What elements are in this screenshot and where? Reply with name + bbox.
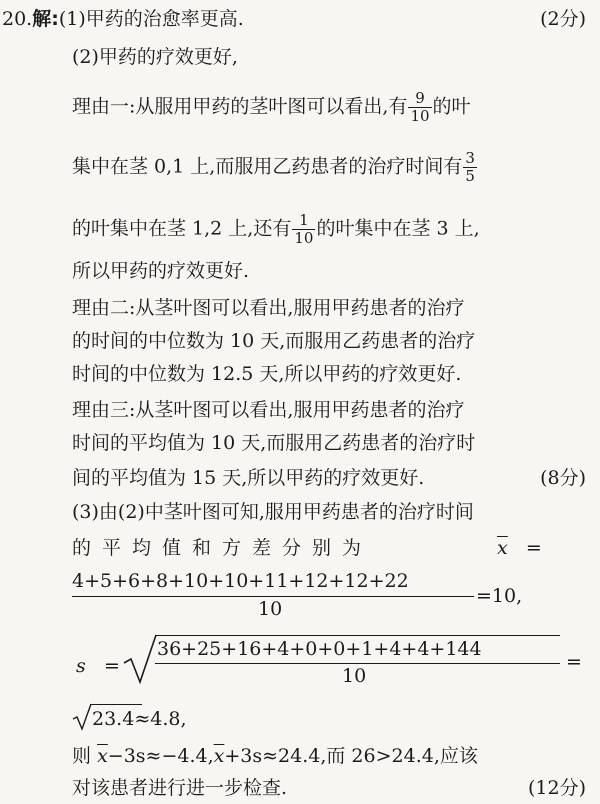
var-equals: = <box>566 651 582 673</box>
sqrt-overline-large <box>155 635 560 636</box>
conclusion-line1 <box>72 744 478 768</box>
question-number: 20. <box>2 8 33 30</box>
score-part1: (2分) <box>540 8 586 30</box>
xbar-symbol-2: $\overline{x}$ <box>97 745 108 767</box>
variance-denominator: 10 <box>342 665 367 687</box>
reason1-line2 <box>72 150 478 185</box>
sqrt-value: 23.4 <box>92 708 135 730</box>
part3-text-b: 的平均值和方差分别为 <box>72 537 373 559</box>
mean-symbol <box>497 536 542 560</box>
equals-sign: = <box>525 537 542 559</box>
sqrt-approx: ≈4.8, <box>134 708 187 730</box>
s-equals: = <box>104 655 120 677</box>
reason1-line4: 所以甲药的疗效更好. <box>72 260 250 282</box>
reason1-line1 <box>72 90 471 125</box>
conclusion-line2: 对该患者进行进一步检查. <box>72 777 288 799</box>
conclusion-upper: +3s≈24.4,而 26>24.4,应该 <box>224 745 478 767</box>
fraction-1-10: $\frac{1}{10}$ <box>294 211 314 247</box>
conclusion-prefix: 则 <box>72 745 92 767</box>
reason1-text-c: 的叶集中在茎 1,2 上,还有 <box>72 217 292 240</box>
reason1-text-c2: 的叶集中在茎 3 上, <box>316 217 480 240</box>
xbar-symbol-3: $\overline{x}$ <box>213 745 225 767</box>
variance-numerator: 36+25+16+4+0+0+1+4+4+144 <box>157 638 482 660</box>
reason1-text-b: 集中在茎 0,1 上,而服用乙药患者的治疗时间有 <box>72 155 463 178</box>
sqrt-sign-large <box>122 633 158 685</box>
part1-text: (1)甲药的治愈率更高. <box>58 8 244 30</box>
reason2-line1: 理由二:从茎叶图可以看出,服用甲药患者的治疗 <box>72 297 465 319</box>
mean-numerator: 4+5+6+8+10+10+11+12+12+22 <box>72 570 409 592</box>
reason1-text-a: 理由一:从服用甲药的茎叶图可以看出,有 <box>72 95 408 118</box>
reason3-line3: 间的平均值为 15 天,所以甲药的疗效更好. <box>72 467 425 489</box>
part3-line1: (3)由(2)中茎叶图可知,服用甲药患者的治疗时间 <box>72 501 474 523</box>
xbar-symbol: $\overline{x}$ <box>497 537 508 559</box>
fraction-9-10: $\frac{9}{10}$ <box>410 89 430 125</box>
reason2-line2: 的时间的中位数为 10 天,而服用乙药患者的治疗 <box>72 330 476 352</box>
sqrt-overline-small <box>90 704 142 705</box>
part3-line2 <box>72 536 372 560</box>
line-part1 <box>2 7 244 31</box>
s-symbol: s <box>76 655 86 677</box>
mean-denominator: 10 <box>258 598 283 620</box>
mean-result: =10, <box>476 585 523 607</box>
part2-text: (2)甲药的疗效更好, <box>72 46 238 68</box>
sqrt-line <box>92 707 187 731</box>
reason1-line3 <box>72 212 480 247</box>
reason3-line2: 时间的平均值为 10 天,而服用乙药患者的治疗时 <box>72 432 476 454</box>
reason3-line1: 理由三:从茎叶图可以看出,服用甲药患者的治疗 <box>72 399 465 421</box>
score-part2: (8分) <box>540 467 586 489</box>
sqrt-sign-small <box>72 702 92 732</box>
conclusion-lower: −3s≈−4.4, <box>107 745 214 767</box>
reason1-text-a2: 的叶 <box>432 95 471 118</box>
score-part3: (12分) <box>527 777 586 799</box>
reason2-line3: 时间的中位数为 12.5 天,所以甲药的疗效更好. <box>72 363 462 385</box>
fraction-3-5: $\frac{3}{5}$ <box>465 149 475 185</box>
solution-label: 解: <box>32 8 59 30</box>
